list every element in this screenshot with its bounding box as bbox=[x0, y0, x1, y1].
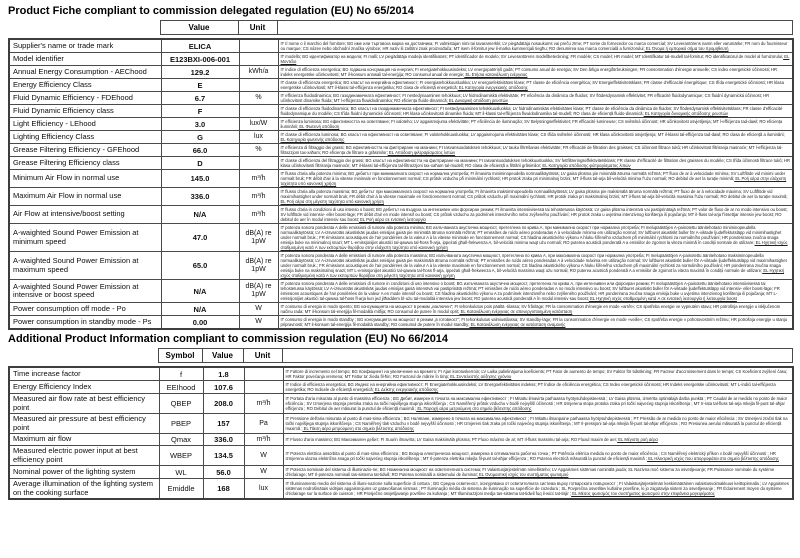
unit-cell bbox=[239, 157, 278, 170]
table-row bbox=[9, 280, 793, 303]
table-row bbox=[9, 206, 793, 224]
column-header-symbol: Symbol bbox=[158, 349, 202, 363]
description-underlined-tail: EL Ηχητική ισχύς σταθμισμένη κατά A σε εντατική λειτουργία ή λειτουργία boost bbox=[588, 296, 737, 301]
unit-cell bbox=[244, 367, 283, 381]
value-cell: D bbox=[161, 157, 239, 170]
multilingual-description: IT Fattore di incremento nel tempo; BG Коефициент на увеличение на времето; FI Ajan korotuskerroin; LV Laika palielinājuma koeficients; PT Fator de aumento de tempo; SV Faktor för tidsökning; FR Facteur d'accroissement dans le temps; CS Koeficient zvýšení času; HR Faktor povećanja vremena; MT Fattur ta' żieda fil-ħin; RO Factorul de mărire în timp; EL Συντελεστής αύξησης χρόνου bbox=[283, 367, 793, 381]
multilingual-description: IT efficienza luminosa; BG ефективността на осветяване; FI valoteho; LV apgaismojuma efektivitāte; PT eficiência de iluminação; SV Belysningseffektivitet; FR efficacité lumineuse; CS světelná účinnost; HR učinkovitost osvjetljenja; MT l-effiċjenza tad-dawl; RO eficiența iluminării; EL Φωτεινή απόδοση bbox=[278, 118, 793, 131]
table-row bbox=[9, 157, 793, 170]
value-cell: 56.0 bbox=[203, 466, 244, 479]
attribute-label: A-waighted Sound Power Emission at intensive or boost speed bbox=[9, 280, 161, 303]
value-cell: 208.0 bbox=[203, 394, 244, 414]
value-cell: N/A bbox=[161, 303, 239, 316]
multilingual-description: IT consumo di energia in modo standby ; BG консумацията на мощност в режим „в готовност“; FI tehonkulutus valmiustilassa; SV standby-läge; FR la consommation d'énergie en mode «veille»; CS spotřeba energie v pohotovostním režimu; HR potrošnja energije u stanju pripravnosti; MT il-konsum tal-enerġija fil-modalità standby; RO consumul de putere în modul standby; EL Κατανάλωση ενέργειας σε κατάσταση αναμονής bbox=[278, 316, 793, 330]
table-row bbox=[9, 188, 793, 206]
attribute-label: Fluid Dynamic Efficiency class bbox=[9, 105, 161, 118]
description-underlined-tail: EL Ροή αέρα στην ελάχιστη ταχύτητα υπό κανονική χρήση bbox=[280, 176, 787, 186]
description-underlined-tail: EL Μοντέλο bbox=[280, 54, 790, 64]
attribute-label: Air Flow at intensive/boost setting bbox=[9, 206, 161, 224]
attribute-label: Measured electric power input at best efficiency point bbox=[9, 446, 159, 466]
attribute-label: Annual Energy Consumption - AEChood bbox=[9, 66, 161, 79]
table-row bbox=[9, 39, 793, 53]
value-cell: N/A bbox=[161, 280, 239, 303]
unit-cell bbox=[239, 105, 278, 118]
value-cell: 0.00 bbox=[161, 316, 239, 330]
unit-cell: m³/h bbox=[244, 394, 283, 414]
attribute-label: A-waighted Sound Power Emission at minimum speed bbox=[9, 224, 161, 252]
value-cell: 6.7 bbox=[161, 92, 239, 105]
header-spacer bbox=[8, 349, 158, 363]
multilingual-description: IT flusso d'aria in condizioni di uso intenso o boost; BG дебитът на въздуха за интензивен или форсиран режим; FI ilmavirta intensiivisessä tai tehostetussa käytössä; LV gaisa plūsma intensīvā vai pastiprinātajā režīmā; PT valor de fluxo de ar no modo intensivo ou boost; SV luftflöde vid intensiv- eller boost-läge; FR débit d'air en mode intensif ou boost; CS průtok vzduchu za podmínek intenzivního nebo zvýšeného používání; HR protok zraka u uvjetima intenzivnog korištenja ili pojačanja; MT il-fluss tal-arja f'issettjar intensiv jew boost; RO debitul de aer în modul intensiv sau boost; EL Ροή αέρα σε εντατική λειτουργία bbox=[278, 206, 793, 224]
value-cell: E123BXI-006-001 bbox=[161, 53, 239, 66]
unit-cell: dB(A) re 1pW bbox=[239, 224, 278, 252]
multilingual-description: IT potenza sonora ponderata A delle emissioni di rumore alla potenza massima; BG излъчваната акустична мощност, претеглена по крива A, при максимална скорост при нормална употреба; FI melupäästöjen A-painotettu äänitehotaso maksiminopeudella normaalikäytössä; LV A-izsvarotās akustiskās jaudas emisijas gaisā pie maksimālā ātruma normālā režīmā; PT emissões de ruído aéreo ponderadas A à velocidade máxima em utilização normal; SV luftburet akustiskt buller för A-viktade ljudeffektutsläpp vid maximihastighet under normalt bruk.; FR émissions acoustiques de l'air pondérées de la valeur A à la vitesse maximale en fonctionnement normal; CS hladina akustického výkonu A hluku šířeného vzduchem při maximální rychlosti za normálního používání; HR ponderirana zvučna snaga emisija buke na maksimalnoj snazi; MT L-emissjonijiet akustiċi tal-qawwa tal-ħoss fl-arja, ippeżati għall-frekwenza A, bil-veloċità massima waqt użu normali; RO puterea acustică ponderată A a emisiilor de zgomot la viteza maximă în condiții normale de utilizare; EL Ηχητική ισχύς σταθμισμένη κατά A των εκπομπών θορύβου στη μέγιστη ταχύτητα υπό κανονική χρήση bbox=[278, 252, 793, 280]
multilingual-description: IT efficienza di filtraggio dei grassi; BG ефективността на филтриране на мазнини; FI rasvansuodatuksen tehokkuus; LV tauku filtrēšanas efektivitāte; FR efficacité de filtration des graisses; CS účinnost filtrace tuků; HR učinkovitost filtriranja masnoće; MT l-effiċjenza tal-filtrazzjoni tax-xaħam; RO eficiența de filtrare a grăsimilor; EL Απόδοση φιλτραρίσματος λιπών bbox=[278, 144, 793, 157]
multilingual-description: IT Indice di efficienza energetica; BG Индекс на енергийна ефективност; FI Energiatehokkuusindeksi; LV Energoefektivitātes indekss; PT Índice de eficiência energética; CS Index energetické účinnosti; HR Indeks energetske učinkovitosti; MT L-indiċi tal-effiċjenza enerġetika; RO Indicele de eficiență energetică; EL Δείκτης ενεργειακής απόδοσης bbox=[283, 381, 793, 394]
description-underlined-tail: EL Μέσος φωτισμός του συστήματος φωτισμού στην επιφάνεια μαγειρέματος bbox=[571, 491, 715, 496]
multilingual-description: IT Potenza nominale del sistema di illuminazio-ne; BG Номинална мощност на осветителната система; FI Valaistusjärjestelmän nimellisteho; LV Apgaismes sistēmas nominālā jauda; SL Nazivna moč sistema za osvetljevanje; FR Puissance nominale du système d'éclairage; MT Il-potenza nominali tas-sistema tat-tidwil; RO Puterea nominală a sistemului de iluminat; EL Ονομαστική ισχύς του συστήματος φωτισμού bbox=[283, 466, 793, 479]
value-cell: G bbox=[161, 131, 239, 144]
attribute-label: Light Efficiency - LEhood bbox=[9, 118, 161, 131]
multilingual-description: IT Potenza elettrica assorbita al punto di mas-sima efficienza ; BG Входна електрическа мощност, измерена в оптималната работна точка ; PT Potência elétrica medida no ponto de maior eficiência ; CS Naměřený elektrický příkon v bodě nejvyšší účinnosti ; HR Izmjerena ulazna električna snaga pri točki najvećeg stupnja iskorištenja ; MT Il-potenza elettrika mkejla fil-punt tal-aħjar effiċjenza ; RO Puterea electrică măsurată la punctul de eficiență maximă ; EL Ηλεκτρική ισχύς που απορροφάται στο σημείο βέλτιστης απόδοσης bbox=[283, 446, 793, 466]
description-underlined-tail: EL Ηχητική ισχύς σταθμισμένη κατά A των εκπομπών θορύβου στην ελάχιστη ταχύτητα υπό κανονική χρήση bbox=[280, 240, 788, 250]
symbol-cell: EEIhood bbox=[159, 381, 203, 394]
column-header-unit: Unit bbox=[238, 21, 277, 35]
attribute-label: Lighting Efficiency Class bbox=[9, 131, 161, 144]
value-cell: 65.0 bbox=[161, 252, 239, 280]
attribute-label: Grease Filtering Efficiency class bbox=[9, 157, 161, 170]
attribute-label: Nominal power of the lighting system bbox=[9, 466, 159, 479]
unit-cell: dB(A) re 1pW bbox=[239, 252, 278, 280]
table-row bbox=[9, 144, 793, 157]
column-header-value: Value bbox=[160, 21, 238, 35]
unit-cell: lux bbox=[239, 131, 278, 144]
attribute-label: Energy Efficiency Class bbox=[9, 79, 161, 92]
multilingual-description: IT potenza sonora ponderata A delle emissioni di rumore alla potenza minima; BG излъчваната акустична мощност, претеглена по крива A, при минимална скорост при нормална употреба; FI melupäästöjen A-painotettu äänitehotaso miniminopeudella normaalikäytössä; LV A-izsvarotās akustiskās jaudas emisijas gaisā pie minimālā ātruma normālā režīmā; PT emissões de ruído aéreo ponderadas A à velocidade mínima em utilização normal; SV luftburet akustiskt buller för A-viktade ljudeffektutsläpp vid minimihastighet under normalt bruk.; FR émissions acoustiques de l'air pondérées de la valeur A à la vitesse minimale en fonctionnement normal; CS hladina akustického výkonu A hluku šířeného vzduchem při minimální rychlosti za normálního používání; HR ponderirana zvučna snaga emisija buke na minimalnoj snazi; MT L-emissjonijiet akustiċi tal-qawwa tal-ħoss fl-arja, ippeżati għall-frekwenza A, bil-veloċità minima waqt użu normali; RO puterea acustică ponderată A a emisiilor de zgomot la viteza minimă în condiții normale de utilizare; EL Ηχητική ισχύς σταθμισμένη κατά A των εκπομπών θορύβου στην ελάχιστη ταχύτητα υπό κανονική χρήση bbox=[278, 224, 793, 252]
description-underlined-tail: EL Ονομαστική ισχύς του συστήματος φωτισμού bbox=[477, 472, 569, 477]
column-header-value: Value bbox=[202, 349, 243, 363]
value-cell: E bbox=[161, 79, 239, 92]
attribute-label: Measured air flow rate at best efficiency point bbox=[9, 394, 159, 414]
multilingual-description: IT flusso d'aria alla potenza minima; BG дебитът при минималната скорост на нормална употреба; FI ilmavirta miniminopeudella normaalikäytössä; LV gaisa plūsma pie minimālā ātruma normālā režīmā; PT fluxo de ar à velocidade mínima; SV Luftflöde vid minimi under normalt bruk; FR débit d'air à la vitesse minimale en fonctionnement normal; CS průtok vzduchu při minimální rychlosti; HR protok zraka pri minimalnoj brzini; MT il-fluss tal-arja bil-veloċità minima f'użu normali; RO debitul de aer la turație minimă; EL Ροή αέρα στην ελάχιστη ταχύτητα υπό κανονική χρήση bbox=[278, 170, 793, 188]
value-cell: 1.8 bbox=[203, 367, 244, 381]
multilingual-description: IT classe di efficienza fluidodinamica; BG класът на газодинамичната ефективност; FI nestedynaaminen tehokkuusluokka; LV hidrodinamiskās efektivitātes klase; PT classe de eficiência da dinâmica de fluidos; SV flödesdynamisk effektivitetsklass; FR classe d'efficacité fluidodynamique du modèle; CS třída fluidní dynamické účinnosti; HR klasa učinkovitosti dinamike fluida; MT il-klassi tal-effiċjenza fluwidodinamika tal-mudell; RO clasa de eficiență fluido-dinamică; EL Κατηγορία δυναμικής απόδοσης ρευστών bbox=[278, 105, 793, 118]
unit-cell: W bbox=[244, 446, 283, 466]
multilingual-description: IT flusso d'aria alla potenza massima; BG дебитът при максималната скорост на нормална употреба; FI ilmavirta maksiminopeudella normaalikäytössä; LV gaisa plūsma pie maksimālā ātruma normālā režīmā; PT fluxo de ar à velocidade máxima; SV Luftflöde vid maximihastighet under normalt bruk; FR débit d'air à la vitesse maximale en fonctionnement normal; CS průtok vzduchu při maximální rychlosti; HR protok zraka pri maksimalnoj brzini; MT il-fluss tal-arja bil-veloċità massima f'użu normali; RO debitul de aer la turație maximă; EL Ροή αέρα στη μέγιστη ταχύτητα υπό κανονική χρήση bbox=[278, 188, 793, 206]
symbol-cell: WL bbox=[159, 466, 203, 479]
table-row bbox=[9, 252, 793, 280]
unit-cell bbox=[239, 53, 278, 66]
header-spacer bbox=[8, 21, 160, 35]
value-cell: 107.6 bbox=[203, 381, 244, 394]
column-header-descriptions bbox=[282, 349, 792, 363]
table-row bbox=[9, 118, 793, 131]
table-row bbox=[9, 224, 793, 252]
symbol-cell: f bbox=[159, 367, 203, 381]
symbol-cell: WBEP bbox=[159, 446, 203, 466]
additional-info-title: Additional Product Information compliant to commission regulation (EU) No 66/2014 bbox=[8, 333, 449, 345]
description-underlined-tail: EL Ετήσια κατανάλωση ενέργειας bbox=[464, 72, 528, 77]
unit-cell: m³/h bbox=[239, 206, 278, 224]
attribute-label: Average illumination of the lighting system on the cooking surface bbox=[9, 479, 159, 500]
unit-cell: m³/h bbox=[239, 170, 278, 188]
multilingual-description: IT efficienza fluidodinamica; BG газодинамичната ефективност; FI nestedynaaminen tehokkuus; LV hidrodinamiskā efektivitāte; PT eficiência da dinâmica de fluidos; SV flödesdynamisk effektivitet; FR efficacité fluidodynamique; CS fluidní dynamická účinnost; HR učinkovitost dinamike fluida; MT l-effiċjenza fluwidodinamika; RO eficiența fluido-dinamică; EL Δυναμική απόδοση ρευστών bbox=[278, 92, 793, 105]
description-underlined-tail: EL Πίεση αέρα μετρούμενη στο σημείο βέλτιστης απόδοσης bbox=[302, 426, 414, 431]
table-row bbox=[9, 170, 793, 188]
additional-info-table bbox=[8, 366, 794, 500]
multilingual-description: IT Il nome o il marchio del fornitore; BG име или търговска марка на доставчика; FI valmistajan nimi tai tavaramerkki; LV piegādātāja nosaukums vai preču zīme; PT nome do fornecedor ou marca comercial; SV Leverantörens namn eller varumärke; FR nom du fournisseur ou marque; CS název nebo obchodní značka výrobce; HR naziv ili zaštitni znak proizvođača; MT isem il-fornitur jew il-marka kummerċjali tiegħu; RO denumirea sau marca comercială a furnizorului; EL Όνομα ή εμπορικό σήμα του προμηθευτή bbox=[278, 39, 793, 53]
multilingual-description: IT classe di efficienza luminosa; BG класът на ефективност на осветяване; FI valotehokkuusluokka; LV apgaismojuma efektivitātes klase; CS třída světelné účinnosti; HR klasa učinkovitosti osvjetljenja; MT il-klassi tal-effiċjenza tad-dawl; RO clasa de eficiență a iluminării; EL Κατηγορία φωτεινής απόδοσης bbox=[278, 131, 793, 144]
table-row bbox=[9, 381, 793, 394]
description-underlined-tail: EL Ηλεκτρική ισχύς που απορροφάται στο σημείο βέλτιστης απόδοσης bbox=[647, 455, 779, 461]
description-underlined-tail: EL Δυναμική απόδοση ρευστών bbox=[447, 98, 508, 103]
description-underlined-tail: EL Κατηγορία φωτεινής απόδοσης bbox=[280, 137, 345, 142]
table-row bbox=[9, 303, 793, 316]
symbol-cell: Emiddle bbox=[159, 479, 203, 500]
table-row bbox=[9, 446, 793, 466]
description-underlined-tail: EL Μέγιστη ροή αέρα bbox=[617, 437, 658, 442]
attribute-label: Maximum air flow bbox=[9, 434, 159, 446]
fiche-title: Product Fiche compliant to commission delegated regulation (EU) No 65/2014 bbox=[8, 5, 414, 17]
description-underlined-tail: EL Κατηγορία ενεργειακής απόδοσης bbox=[457, 85, 528, 90]
unit-cell: % bbox=[239, 92, 278, 105]
table-row bbox=[9, 466, 793, 479]
header-row bbox=[8, 349, 792, 363]
additional-header-row bbox=[8, 348, 793, 363]
table-row bbox=[9, 394, 793, 414]
description-underlined-tail: EL Δείκτης ενεργειακής απόδοσης bbox=[373, 387, 439, 392]
multilingual-description: IT Portata d'aria misurata al punto di massima efficienza ; BG Дебит, измерен в точката на максимална ефективност ; FI Mitattu ilmavirta parhaassa hyötysuhdepisteessä ; LV Gaisa plūsma, izmērīta optimālajā darba punktā ; PT Caudal de ar medido no ponto de maior eficiência ; SV Izmerjena stopnja pretoka zraka na točki najvišjega stupnja iskoriščenja ; CS Naměřený průtok vzduchu v bodě nejvyšší účinnosti ; HR Izmjerena stopa protoka zraka pri točki najvećeg stupnja iskorištenja ; MT Ir-rata tal-fluss tal-arja mkejla fil-punt tal-aħjar effiċjenza ; RO Debitul de aer măsurat la punctul de eficiență maximă ; EL Παροχή αέρα μετρούμενη στο σημείο βέλτιστης απόδοσης bbox=[283, 394, 793, 414]
attribute-label: Minimum Air Flow in normal use bbox=[9, 170, 161, 188]
attribute-label: Energy Efficiency Index bbox=[9, 381, 159, 394]
multilingual-description: IT modello; BG идентификатор на модела; FI malli; LV piegādātāja modeļa identifikators; PT identificador de modelo; SV Leverantörens modellbeteckning; FR modèle; CS model; HR model; MT Identifikatur tal-mudell tal-fornitur; RO identificatorul de model al furnizorului; EL Μοντέλο bbox=[278, 53, 793, 66]
unit-cell: kWh/a bbox=[239, 66, 278, 79]
multilingual-description: IT potenza sonora ponderata A delle emissioni di rumore in condizioni di uso intensivo o boost; BG излъчваната акустична мощност, претеглена по крива A, при интензивен или форсиран режим; FI melupäästöjen A-painotettu äänitehotaso intensiivisessä tai tehostetussa käytössä; LV A-izsvarotās akustiskās jaudas emisijas gaisā intensīvā vai pastiprinātā režīmā; PT emissões de ruído aéreo ponderadas A no modo intensivo ou boost; SV luftburet akustiskt buller för A-viktade ljudeffektutsläpp vid intensiv- eller boost-läge; FR émissions acoustiques de l'air pondérées de la valeur A en mode intensif ou boost; CS hladina akustického výkonu A za podmínek intenzivního nebo zvýšeného používání; HR ponderirana zvučna snaga emisija buke u uvjetima intenzivnog korištenja ili pojačanja; MT L-emissjonijiet akustiċi tal-qawwa tal-ħoss fl-arja kun jed jitħaddem bl-użu tal-modalità intensiva jew boost; RO puterea acustică ponderată A în modul intensiv sau boost; EL Ηχητική ισχύς σταθμισμένη κατά A σε εντατική λειτουργία ή λειτουργία boost bbox=[278, 280, 793, 303]
unit-cell: lux/W bbox=[239, 118, 278, 131]
fiche-header-row bbox=[8, 20, 793, 35]
value-cell: 157 bbox=[203, 414, 244, 434]
unit-cell: lux bbox=[244, 479, 283, 500]
description-underlined-tail: EL Κατανάλωση ενέργειας σε απενεργοποιημένη κατάσταση bbox=[459, 309, 573, 314]
table-row bbox=[9, 66, 793, 79]
unit-cell bbox=[239, 79, 278, 92]
multilingual-description: IT Pressione dell'aria misurata al punto di mas-sima efficienza ; BG Налягане, измерено в точката на максимална ефективност ; FI Mitattu ilmanpaine parhaassa hyötysuhdepisteessä ; PT Pressão de ar medida no ponto de maior eficiência ; SV Izmerjeni zračni tlak na točki najvišjega stupnja iskoriščenja ; CS Naměřený tlak vzduchu v bodě nejvyšší účinnosti ; HR Izmjereni tlak zraka pri točki najvećeg stupnja iskorištenja ; MT Il-pressjoni tal-arja mkejla fil-punt tal-aħjar effiċjenza ; RO Presiunea aerului măsurată la punctul de eficiență maximă ; EL Πίεση αέρα μετρούμενη στο σημείο βέλτιστης απόδοσης bbox=[283, 414, 793, 434]
description-underlined-tail: EL Κατηγορία δυναμικής απόδοσης ρευστών bbox=[643, 111, 728, 116]
attribute-label: Fluid Dynamic Efficiency - FDEhood bbox=[9, 92, 161, 105]
unit-cell: Pa bbox=[244, 414, 283, 434]
value-cell: 336.0 bbox=[161, 188, 239, 206]
value-cell: 129.2 bbox=[161, 66, 239, 79]
attribute-label: Power consumption off mode - Po bbox=[9, 303, 161, 316]
column-header-unit: Unit bbox=[243, 349, 282, 363]
table-row bbox=[9, 316, 793, 330]
column-header-descriptions bbox=[277, 21, 792, 35]
description-underlined-tail: EL Κατηγορία απόδοσης φιλτραρίσματος λιπών bbox=[541, 163, 631, 168]
description-underlined-tail: EL Όνομα ή εμπορικό σήμα του προμηθευτή bbox=[644, 46, 729, 51]
unit-cell bbox=[244, 381, 283, 394]
attribute-label: Time increase factor bbox=[9, 367, 159, 381]
value-cell: 134.5 bbox=[203, 446, 244, 466]
multilingual-description: IT Flusso d'aria massimo; BG Максимален дебит; FI Suurin ilmavirta; LV Gaisa maksimālā plūsma; PT Fluxo máximo de ar; MT Il-fluss massimu tal-arja; RO Fluxul maxim de aer; EL Μέγιστη ροή αέρα bbox=[283, 434, 793, 446]
unit-cell: W bbox=[244, 466, 283, 479]
attribute-label: Model identifier bbox=[9, 53, 161, 66]
value-cell: N/A bbox=[161, 206, 239, 224]
table-row bbox=[9, 414, 793, 434]
description-underlined-tail: EL Ηχητική ισχύς σταθμισμένη κατά A των εκπομπών θορύβου στη μέγιστη ταχύτητα υπό κανονική χρήση bbox=[280, 268, 785, 278]
value-cell: 145.0 bbox=[161, 170, 239, 188]
table-row bbox=[9, 434, 793, 446]
unit-cell bbox=[239, 39, 278, 53]
description-underlined-tail: EL Απόδοση φιλτραρίσματος λιπών bbox=[387, 150, 456, 155]
description-underlined-tail: EL Ροή αέρα σε εντατική λειτουργία bbox=[358, 217, 426, 222]
table-row bbox=[9, 92, 793, 105]
symbol-cell: PBEP bbox=[159, 414, 203, 434]
value-cell: F bbox=[161, 105, 239, 118]
multilingual-description: IT Illuminamento medio del sistema di illumi-nazione sulla superficie di cottura ; BG Средна осветеност, осигурявана от осветителната система върху готварската повърхност ; FI Valaistusjärjestelmän keskimääräinen valaistusvoimakkuus keittopinnalla ; LV Apgaismes sistēmas nodrošinātais vidējais apgaismojums uz gatavošanas virsmas ; PT Iluminação média do sistema de iluminação na superfície de cozedura ; SL Povprečna osvetlitev kuhalne površine, ki jo zagotavlja sistem za osvetljevanje ; FR Éclairement moyen du système d'éclairage sur la surface de cuisson ; HR Prosječno osvjetljavanje površine za kuhanja ; MT Illuminazzjoni medja tas-sistema tat-tidwil fuq il-wiċċ tat-tisjir ; EL Μέσος φωτισμός του συστήματος φωτισμού στην επιφάνεια μαγειρέματος bbox=[283, 479, 793, 500]
value-cell: 168 bbox=[203, 479, 244, 500]
unit-cell: dB(A) re 1pW bbox=[239, 280, 278, 303]
table-row bbox=[9, 479, 793, 500]
attribute-label: Grease Filtering Efficiency - GFEhood bbox=[9, 144, 161, 157]
attribute-label: Measured air pressure at best efficiency point bbox=[9, 414, 159, 434]
table-row bbox=[9, 105, 793, 118]
unit-cell: m³/h bbox=[239, 188, 278, 206]
description-underlined-tail: EL Φωτεινή απόδοση bbox=[298, 124, 340, 129]
description-underlined-tail: EL Συντελεστής αύξησης χρόνου bbox=[449, 374, 512, 379]
symbol-cell: Qmax bbox=[159, 434, 203, 446]
multilingual-description: IT indice di efficienza energetica; BG годишна консумация на енергия; FI energiatehokkuusindeksi; LV energopatēriņš gadā; PT consumo anual de energia; SV Den årliga energiförbrukningen; FR consommation d'énergie annuelle; CS index energetické účinnosti; HR indeks energetske učinkovitosti; MT il-konsum annwali tal-enerġija; RO consumul anual de energie; EL Ετήσια κατανάλωση ενέργειας bbox=[278, 66, 793, 79]
value-cell: 47.0 bbox=[161, 224, 239, 252]
symbol-cell: QBEP bbox=[159, 394, 203, 414]
unit-cell: % bbox=[239, 144, 278, 157]
fiche-table bbox=[8, 38, 794, 330]
value-cell: ELICA bbox=[161, 39, 239, 53]
table-row bbox=[9, 79, 793, 92]
attribute-label: Supplier's name or trade mark bbox=[9, 39, 161, 53]
description-underlined-tail: EL Παροχή αέρα μετρούμενη στο σημείο βέλτιστης απόδοσης bbox=[416, 406, 532, 411]
multilingual-description: IT classe di efficienza del filtraggio dei grassi; BG класът на ефективността на филтриране на мазнини; FI rasvansuodatuksen tehokkuusluokka; SV fettfiltreringseffektivitetsklass; FR classe d'efficacité de filtration des graisses du modèle; CS třída účinnosti filtrace tuků; HR klasa učinkovitosti filtriranja masnoće; MT il-klassi tal-effiċjenza tal-filtrazzjoni tax-xaħam tal-mudell; RO clasa de eficiență a filtrării grăsimilor; EL Κατηγορία απόδοσης φιλτραρίσματος λιπών bbox=[278, 157, 793, 170]
value-cell: 3.0 bbox=[161, 118, 239, 131]
unit-cell: W bbox=[239, 303, 278, 316]
table-row bbox=[9, 53, 793, 66]
attribute-label: A-waighted Sound Power Emission at maximum speed bbox=[9, 252, 161, 280]
multilingual-description: IT classe di efficienza energetica; BG класът на енергийна ефективност; FI energiatehokkuusluokka; LV energoefektivitātes klase; PT classe de eficiência energética; SV Energieffektivitetsklass; FR classe d'efficacité énergétique; CS třída energetické účinnosti; HR klasa energetske učinkovitosti; MT il-klassi tal-effiċjenza enerġetika; RO clasa de eficiență energetică; EL Κατηγορία ενεργειακής απόδοσης bbox=[278, 79, 793, 92]
table-row bbox=[9, 367, 793, 381]
multilingual-description: IT consumo di energia in modo spento; BG консумацията на мощност в режим „изключен“; FI tehonkulutus pois päältä -tilassa; SV frånläge; FR la consommation d'énergie en mode «arrêt»; CS spotřeba energie ve vypnutém stavu; HR potrošnja energije u isključenom načinu rada; MT il-konsum tal-enerġija fil-modalità mitfija; RO consumul de putere în modul oprit; EL Κατανάλωση ενέργειας σε απενεργοποιημένη κατάσταση bbox=[278, 303, 793, 316]
table-row bbox=[9, 131, 793, 144]
attribute-label: Power consumption in standby mode - Ps bbox=[9, 316, 161, 330]
attribute-label: Maximum Air Flow in normal use bbox=[9, 188, 161, 206]
unit-cell: m³/h bbox=[244, 434, 283, 446]
description-underlined-tail: EL Ροή αέρα στη μέγιστη ταχύτητα υπό κανονική χρήση bbox=[280, 199, 384, 204]
description-underlined-tail: EL Κατανάλωση ενέργειας σε κατάσταση αναμονής bbox=[469, 322, 566, 327]
value-cell: 336.0 bbox=[203, 434, 244, 446]
header-row bbox=[8, 21, 792, 35]
unit-cell: W bbox=[239, 316, 278, 330]
value-cell: 66.0 bbox=[161, 144, 239, 157]
